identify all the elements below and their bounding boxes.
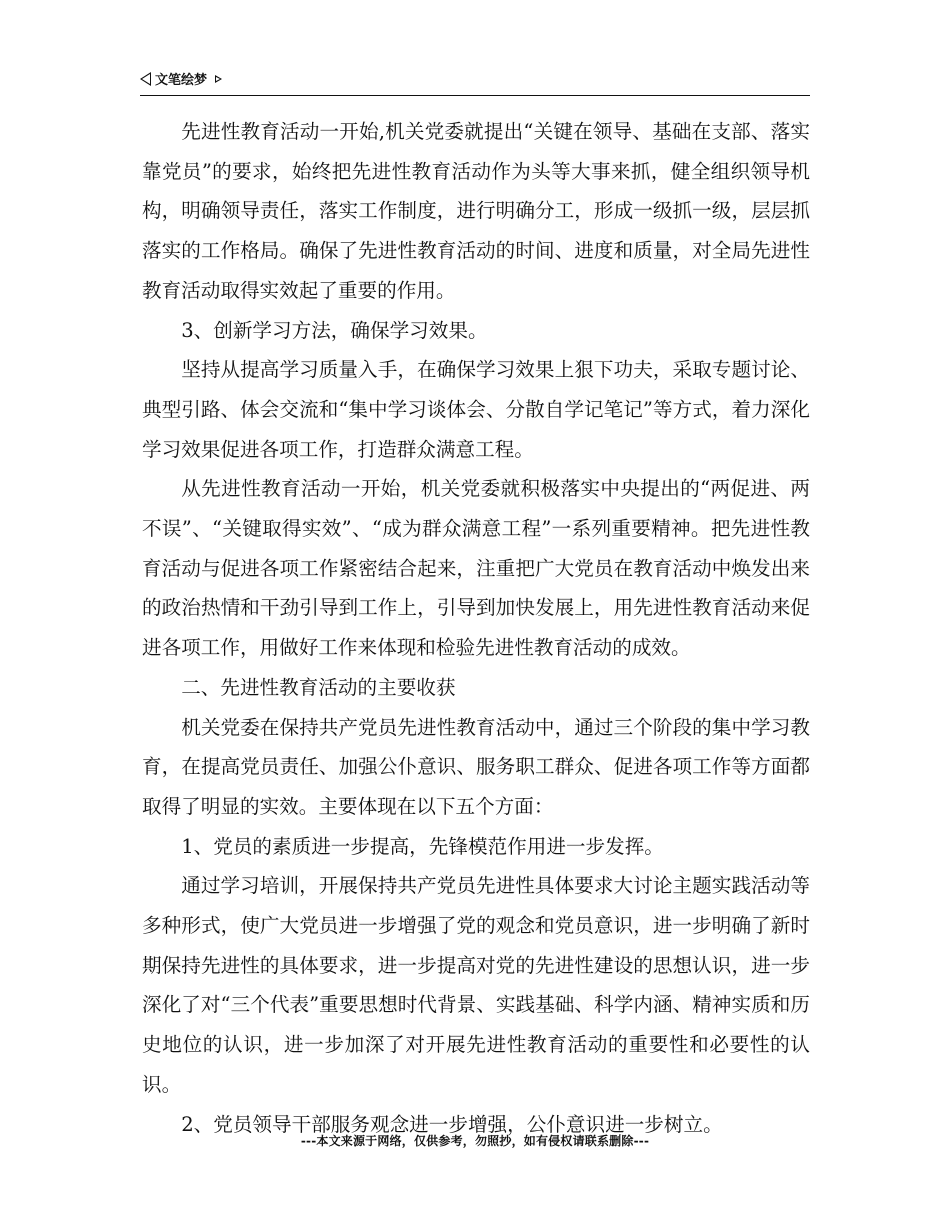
paragraph: 通过学习培训，开展保持共产党员先进性具体要求大讨论主题实践活动等多种形式，使广大党员进一步增强了党的观念和党员意识，进一步明确了新时期保持先进性的具体要求，进一步提高对党的先进性建设的思想认识，进一步深化了对“三个代表”重要思想时代背景、实践基础、科学内涵、精神实质和历史地位的认识，进一步加深了对开展先进性教育活动的重要性和必要性的认识。: [142, 874, 810, 1096]
paragraph: 机关党委在保持共产党员先进性教育活动中，通过三个阶段的集中学习教育，在提高党员责任、加强公仆意识、服务职工群众、促进各项工作等方面都取得了明显的实效。主要体现在以下五个方面：: [142, 715, 810, 818]
subheading: 3、创新学习方法，确保学习效果。: [181, 318, 488, 342]
paragraph: 坚持从提高学习质量入手，在确保学习效果上狠下功夫，采取专题讨论、典型引路、体会交流和“集中学习谈体会、分散自学记笔记”等方式，着力深化学习效果促进各项工作，打造群众满意工程。: [142, 358, 810, 461]
subheading: 1、党员的素质进一步提高，先锋模范作用进一步发挥。: [181, 834, 664, 858]
left-triangle-icon: [140, 72, 151, 86]
subheading: 2、党员领导干部服务观念进一步增强，公仆意识进一步树立。: [181, 1112, 723, 1136]
paragraph: 先进性教育活动一开始,机关党委就提出“关键在领导、基础在支部、落实靠党员”的要求，始终把先进性教育活动作为头等大事来抓，健全组织领导机构，明确领导责任，落实工作制度，进行明确分工，形成一级抓一级，层层抓落实的工作格局。确保了先进性教育活动的时间、进度和质量，对全局先进性教育活动取得实效起了重要的作用。: [142, 120, 810, 302]
brand-text: 文笔绘梦: [155, 73, 208, 88]
header-rule: [140, 95, 810, 96]
right-triangle-icon: [215, 75, 222, 83]
header-brand: [140, 70, 222, 92]
footer-disclaimer: ---本文来源于网络，仅供参考，勿照抄，如有侵权请联系删除---: [300, 1134, 650, 1148]
paragraph: 从先进性教育活动一开始，机关党委就积极落实中央提出的“两促进、两不误”、“关键取得实效”、“成为群众满意工程”一系列重要精神。把先进性教育活动与促进各项工作紧密结合起来，注重把广大党员在教育活动中焕发出来的政治热情和干劲引导到工作上，引导到加快发展上，用先进性教育活动来促进各项工作，用做好工作来体现和检验先进性教育活动的成效。: [142, 477, 810, 660]
page-header: [140, 68, 810, 96]
section-heading: 二、先进性教育活动的主要收获: [181, 675, 456, 699]
document-body: [142, 112, 810, 1144]
